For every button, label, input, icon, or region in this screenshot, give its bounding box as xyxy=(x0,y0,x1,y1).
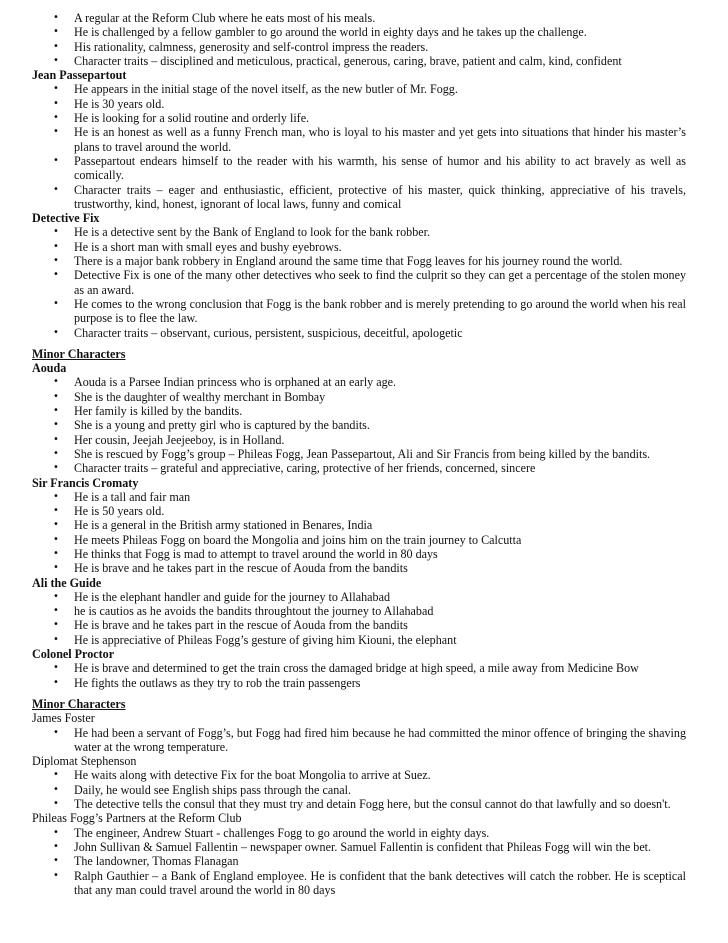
list-item: • He waits along with detective Fix for the boat Mongolia to arrive at Suez. xyxy=(32,768,686,782)
character-heading: Detective Fix xyxy=(32,211,100,226)
bullet-list xyxy=(32,11,686,68)
list-item: • Character traits – eager and enthusiastic, efficient, protective of his master, quick thinking, appreciative of his travels, trustworthy, kind, honest, ignorant of local laws, funny and comical xyxy=(32,183,686,212)
section-title: Minor Characters xyxy=(32,696,126,711)
list-item: • He is challenged by a fellow gambler to go around the world in eighty days and he takes up the challenge. xyxy=(32,25,686,39)
list-item: • Passepartout endears himself to the reader with his warmth, his sense of humor and his ability to act bravely as well as comically. xyxy=(32,154,686,183)
bullet-list xyxy=(32,768,686,811)
list-item: • There is a major bank robbery in England around the same time that Fogg leaves for his journey round the world. xyxy=(32,254,686,268)
character-heading: Ali the Guide xyxy=(32,575,102,590)
character-heading: Aouda xyxy=(32,361,67,376)
list-item: • He had been a servant of Fogg’s, but Fogg had fired him because he had committed the minor offence of bringing the shaving water at the wrong temperature. xyxy=(32,726,686,755)
bullet-list xyxy=(32,590,686,647)
list-item: • The landowner, Thomas Flanagan xyxy=(32,854,686,868)
bullet-list xyxy=(32,490,686,576)
list-item: • His rationality, calmness, generosity and self-control impress the readers. xyxy=(32,40,686,54)
list-item: • John Sullivan & Samuel Fallentin – newspaper owner. Samuel Fallentin is confident that Phileas Fogg will win the bet. xyxy=(32,840,686,854)
list-item: • He comes to the wrong conclusion that Fogg is the bank robber and is merely pretending to go around the world when his real purpose is to flee the law. xyxy=(32,297,686,326)
list-item: • He is a tall and fair man xyxy=(32,490,686,504)
list-item: • She is a young and pretty girl who is captured by the bandits. xyxy=(32,418,686,432)
bullet-list xyxy=(32,826,686,897)
bullet-list xyxy=(32,225,686,339)
list-item: • Her family is killed by the bandits. xyxy=(32,404,686,418)
bullet-list xyxy=(32,82,686,211)
list-item: • He thinks that Fogg is mad to attempt to travel around the world in 80 days xyxy=(32,547,686,561)
character-heading: Sir Francis Cromaty xyxy=(32,475,139,490)
list-item: • He meets Phileas Fogg on board the Mongolia and joins him on the train journey to Calcutta xyxy=(32,533,686,547)
bullet-list xyxy=(32,661,686,690)
character-heading: James Foster xyxy=(32,711,95,726)
list-item: • He is 30 years old. xyxy=(32,97,686,111)
list-item: • Ralph Gauthier – a Bank of England employee. He is confident that the bank detectives will catch the robber. He is sceptical that any man could travel around the world in 80 days xyxy=(32,869,686,898)
character-heading: Colonel Proctor xyxy=(32,647,115,662)
character-heading: Jean Passepartout xyxy=(32,68,127,83)
list-item: • Character traits – observant, curious, persistent, suspicious, deceitful, apologetic xyxy=(32,326,686,340)
list-item: • He is a detective sent by the Bank of England to look for the bank robber. xyxy=(32,225,686,239)
list-item: • Detective Fix is one of the many other detectives who seek to find the culprit so they can get a percentage of the stolen money as an award. xyxy=(32,268,686,297)
list-item: • He is brave and determined to get the train cross the damaged bridge at high speed, a mile away from Medicine Bow xyxy=(32,661,686,675)
list-item: • He is a general in the British army stationed in Benares, India xyxy=(32,518,686,532)
bullet-list xyxy=(32,726,686,755)
list-item: • The engineer, Andrew Stuart - challenges Fogg to go around the world in eighty days. xyxy=(32,826,686,840)
list-item: • He is 50 years old. xyxy=(32,504,686,518)
list-item: • He is looking for a solid routine and orderly life. xyxy=(32,111,686,125)
list-item: • Aouda is a Parsee Indian princess who is orphaned at an early age. xyxy=(32,375,686,389)
bullet-list xyxy=(32,375,686,475)
list-item: • She is the daughter of wealthy merchant in Bombay xyxy=(32,390,686,404)
list-item: • He fights the outlaws as they try to rob the train passengers xyxy=(32,676,686,690)
list-item: • He is appreciative of Phileas Fogg’s gesture of giving him Kiouni, the elephant xyxy=(32,633,686,647)
list-item: • He is a short man with small eyes and bushy eyebrows. xyxy=(32,240,686,254)
list-item: • The detective tells the consul that they must try and detain Fogg here, but the consul cannot do that lawfully and so doesn't. xyxy=(32,797,686,811)
list-item: • A regular at the Reform Club where he eats most of his meals. xyxy=(32,11,686,25)
character-heading: Phileas Fogg’s Partners at the Reform Club xyxy=(32,811,242,826)
list-item: • Her cousin, Jeejah Jeejeeboy, is in Holland. xyxy=(32,433,686,447)
list-item: • Character traits – grateful and appreciative, caring, protective of her friends, concerned, sincere xyxy=(32,461,686,475)
list-item: • Daily, he would see English ships pass through the canal. xyxy=(32,783,686,797)
list-item: • He appears in the initial stage of the novel itself, as the new butler of Mr. Fogg. xyxy=(32,82,686,96)
list-item: • He is brave and he takes part in the rescue of Aouda from the bandits xyxy=(32,561,686,575)
list-item: • He is brave and he takes part in the rescue of Aouda from the bandits xyxy=(32,618,686,632)
list-item: • he is cautios as he avoids the bandits throughtout the journey to Allahabad xyxy=(32,604,686,618)
list-item: • He is an honest as well as a funny French man, who is loyal to his master and yet gets into situations that hinder his master’s plans to travel around the world. xyxy=(32,125,686,154)
list-item: • He is the elephant handler and guide for the journey to Allahabad xyxy=(32,590,686,604)
list-item: • She is rescued by Fogg’s group – Phileas Fogg, Jean Passepartout, Ali and Sir Francis from being killed by the bandits. xyxy=(32,447,686,461)
character-heading: Diplomat Stephenson xyxy=(32,754,137,769)
document-page xyxy=(32,11,686,897)
section-title: Minor Characters xyxy=(32,346,126,361)
list-item: • Character traits – disciplined and meticulous, practical, generous, caring, brave, patient and calm, kind, confident xyxy=(32,54,686,68)
